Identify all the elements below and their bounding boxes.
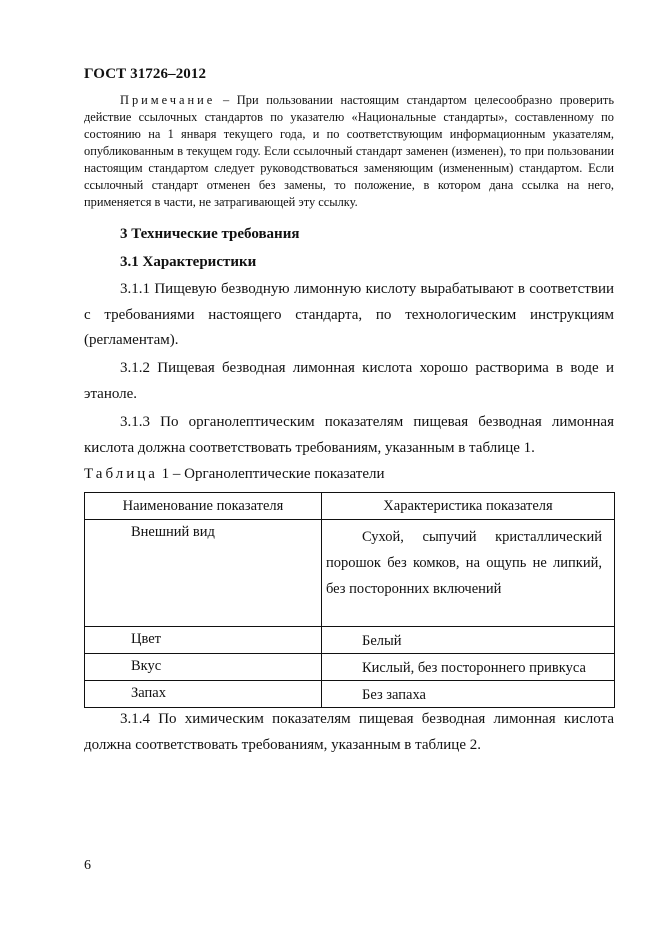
page-number: 6 xyxy=(84,858,91,873)
table-header-row xyxy=(85,493,615,520)
document-id-header: ГОСТ 31726–2012 xyxy=(84,66,207,82)
paragraph-3-1-4: 3.1.4 По химическим показателям пищевая безводная лимонная кислота должна соответствовать требованиям, указанным в таблице 2. xyxy=(84,711,614,753)
table-cell-value-text: Кислый, без постороннего привкуса xyxy=(362,660,586,676)
table-caption-word: Таблица xyxy=(84,466,158,482)
paragraph-3-1-2: 3.1.2 Пищевая безводная лимонная кислота хорошо растворима в воде и этаноле. xyxy=(84,360,614,402)
subsection-title: 3.1 Характеристики xyxy=(120,254,257,270)
paragraph-3-1-1: 3.1.1 Пищевую безводную лимонную кислоту вырабатывают в соответствии с требованиями настоящего стандарта, по технологическим инструкциям (регламентам). xyxy=(84,281,614,348)
table-cell-name: Цвет xyxy=(85,627,322,654)
table-cell-value xyxy=(322,627,615,654)
table-cell-value-text: Сухой, сыпучий кристаллический порошок без комков, на ощупь не липкий, без посторонних включений xyxy=(326,529,602,597)
table-header-value: Характеристика показателя xyxy=(322,493,615,520)
table-row xyxy=(85,627,615,654)
note-lead: Примечание xyxy=(120,93,216,107)
table-cell-name: Вкус xyxy=(85,654,322,681)
paragraph-3-1-3: 3.1.3 По органолептическим показателям пищевая безводная лимонная кислота должна соответствовать требованиям, указанным в таблице 1. xyxy=(84,414,614,456)
table-row xyxy=(85,520,615,627)
note-block xyxy=(84,92,614,211)
table-caption xyxy=(84,466,614,483)
table-cell-value xyxy=(322,654,615,681)
table-caption-title: 1 – Органолептические показатели xyxy=(157,466,385,482)
note-text: – При пользовании настоящим стандартом целесообразно проверить действие ссылочных стандартов по указателю «Национальные стандарты», составленному по состоянию на 1 января текущего года, и по соответствующим информационным указателям, опубликованным в текущем году. Если ссылочный стандарт заменен (изменен), то при пользовании настоящим стандартом следует руководствоваться заменяющим (измененным) стандартом. Если ссылочный стандарт отменен без замены, то положение, в котором дана ссылка на него, применяется в части, не затрагивающей эту ссылку. xyxy=(84,93,614,209)
table-header-name: Наименование показателя xyxy=(85,493,322,520)
table-row xyxy=(85,681,615,708)
table-cell-name: Внешний вид xyxy=(85,520,322,627)
table-cell-name: Запах xyxy=(85,681,322,708)
table-cell-value xyxy=(322,681,615,708)
table-cell-value xyxy=(322,520,615,627)
section-title: 3 Технические требования xyxy=(120,226,300,242)
table-cell-value-text: Без запаха xyxy=(362,687,426,703)
table-row xyxy=(85,654,615,681)
table-cell-value-text: Белый xyxy=(362,633,402,649)
organoleptic-table xyxy=(84,492,615,708)
